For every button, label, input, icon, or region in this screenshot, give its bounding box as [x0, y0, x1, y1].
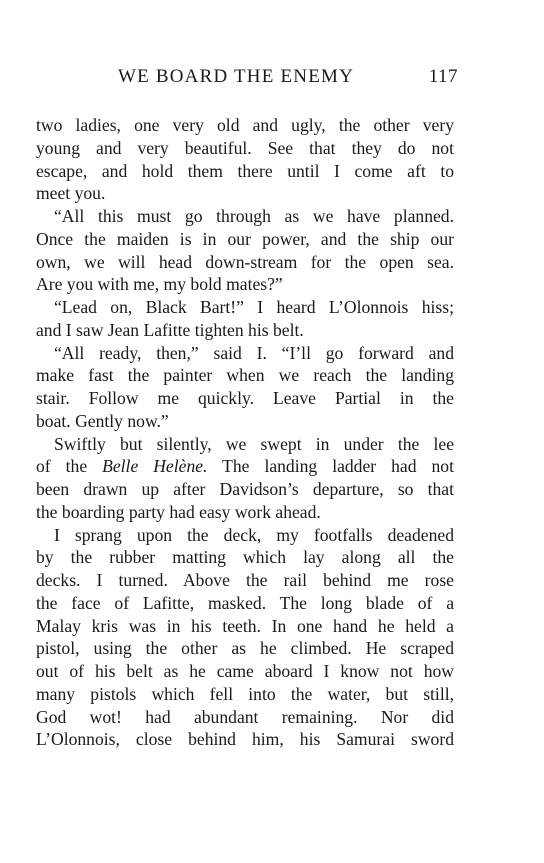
text-run: of the [36, 456, 103, 477]
text-line: Swiftly but silently, we swept in under the lee [54, 433, 454, 454]
text-run: The landing ladder had not [207, 456, 454, 477]
text-line: Malay kris was in his teeth. In one hand he held a [36, 615, 454, 636]
text-line: escape, and hold them there until I come aft to [36, 160, 454, 181]
text-line: Are you with me, my bold mates?” [36, 274, 283, 295]
text-line: “All this must go through as we have planned. [54, 206, 454, 226]
text-line: make fast the painter when we reach the landing [36, 365, 454, 386]
text-line: pistol, using the other as he climbed. He scraped [36, 638, 454, 659]
text-line: by the rubber matting which lay along all the [36, 547, 454, 568]
text-line: boat. Gently now.” [36, 410, 169, 431]
running-head [118, 64, 458, 90]
text-line: “Lead on, Black Bart!” I heard L’Olonnois hiss; [54, 297, 454, 317]
text-line: many pistols which fell into the water, but still, [36, 683, 454, 704]
text-line: Once the maiden is in our power, and the ship our [36, 228, 454, 249]
text-line: meet you. [36, 183, 106, 204]
text-line: I sprang upon the deck, my footfalls deadened [54, 524, 454, 545]
page-number: 117 [428, 66, 458, 87]
text-line: “All ready, then,” said I. “I’ll go forward and [54, 342, 454, 363]
text-line: and I saw Jean Lafitte tighten his belt. [36, 319, 304, 340]
text-line: decks. I turned. Above the rail behind me rose [36, 570, 454, 590]
text-line: the boarding party had easy work ahead. [36, 501, 321, 522]
text-line: two ladies, one very old and ugly, the other very [36, 115, 454, 135]
text-line: God wot! had abundant remaining. Nor did [36, 706, 454, 727]
text-line: young and very beautiful. See that they do not [36, 137, 454, 158]
ship-name-italic: Belle Helène. [102, 456, 208, 477]
text-line: the face of Lafitte, masked. The long blade of a [36, 592, 454, 613]
text-line: L’Olonnois, close behind him, his Samurai sword [36, 729, 454, 750]
running-title: WE BOARD THE ENEMY [118, 66, 355, 87]
body-text [36, 114, 454, 751]
text-line: own, we will head down-stream for the open sea. [36, 251, 454, 272]
text-line-with-italic [36, 455, 454, 478]
text-line: out of his belt as he came aboard I know not how [36, 661, 454, 681]
text-line: been drawn up after Davidson’s departure, so that [36, 479, 454, 499]
text-line: stair. Follow me quickly. Leave Partial in the [36, 388, 454, 408]
